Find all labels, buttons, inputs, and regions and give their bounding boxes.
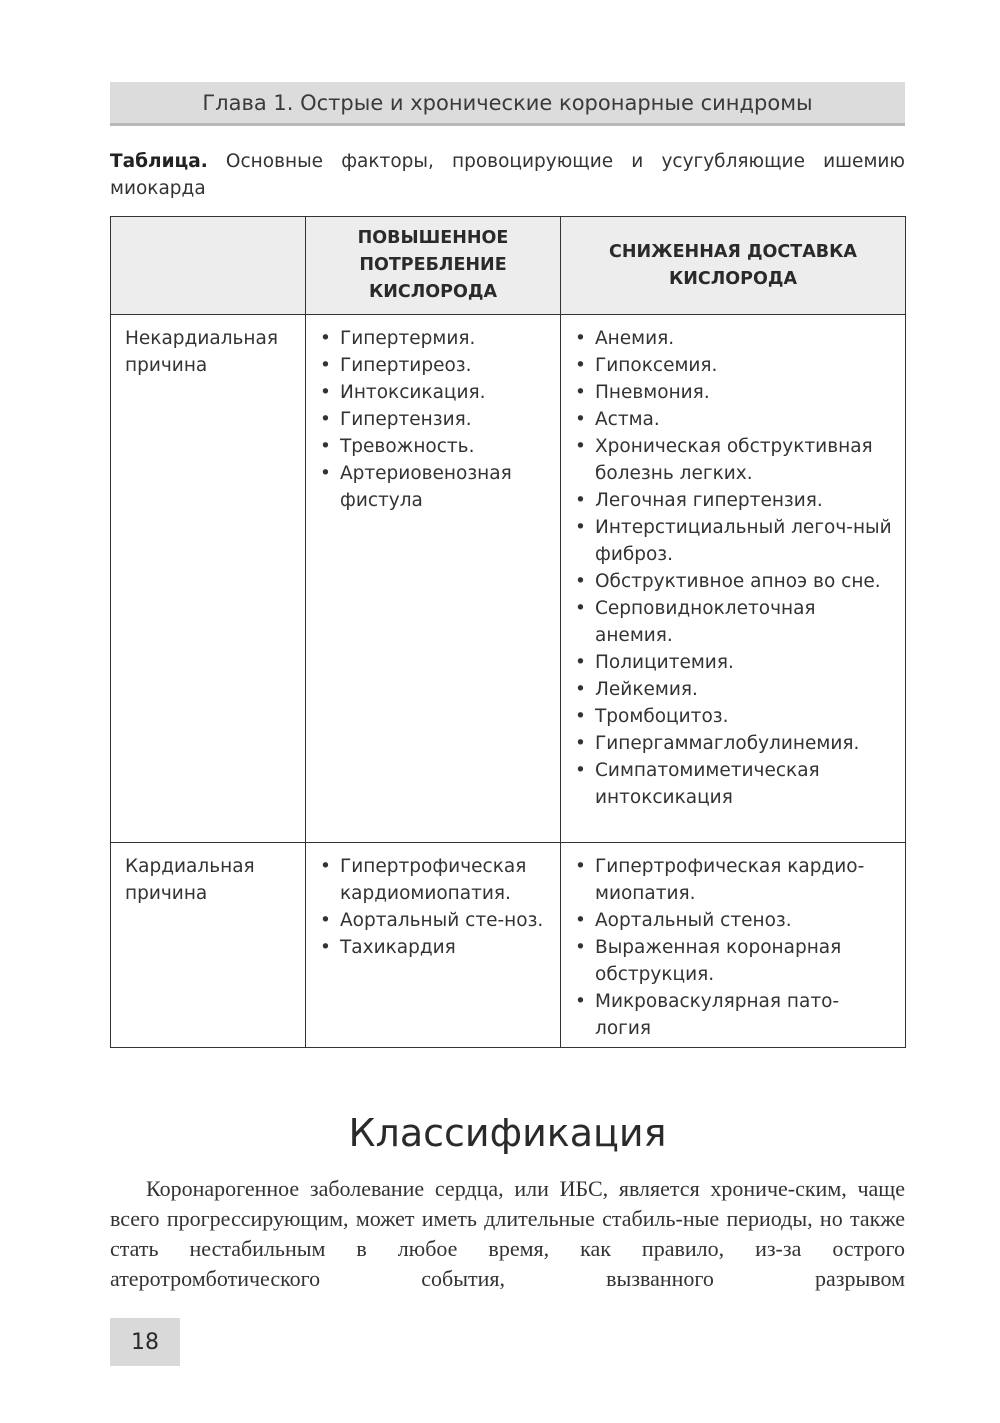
cell-cardiac-increased <box>306 843 561 1048</box>
chapter-header <box>110 82 905 126</box>
list-item: • Аортальный стеноз. <box>571 907 893 934</box>
cell-noncardiac-decreased <box>561 315 906 843</box>
list-item: • Интоксикация. <box>316 379 548 406</box>
list-item: • Полицитемия. <box>571 649 893 676</box>
list-noncardiac-increased <box>316 325 548 514</box>
list-item: • Симпатомиметическая интоксикация <box>571 757 893 811</box>
table-caption-label: Таблица. <box>110 151 208 172</box>
row-label-noncardiac: Некардиальная причина <box>111 315 306 843</box>
table-header-row <box>111 217 906 315</box>
factors-table-container <box>110 216 905 1047</box>
list-item: • Астма. <box>571 406 893 433</box>
column-header-empty <box>111 217 306 315</box>
list-item: • Интерстициальный легоч-ный фиброз. <box>571 514 893 568</box>
list-noncardiac-decreased <box>571 325 893 811</box>
list-item: • Тромбоцитоз. <box>571 703 893 730</box>
list-cardiac-decreased <box>571 853 893 1042</box>
page-number <box>110 1318 180 1366</box>
list-item: • Гипертермия. <box>316 325 548 352</box>
list-item: • Гипергаммаглобулинемия. <box>571 730 893 757</box>
chapter-title: Глава 1. Острые и хронические коронарные синдромы <box>202 90 813 115</box>
list-item: • Гипертензия. <box>316 406 548 433</box>
list-item: • Артериовенозная фистула <box>316 460 548 514</box>
list-item: • Гипертрофическая кардио-миопатия. <box>571 853 893 907</box>
row-label-cardiac: Кардиальная причина <box>111 843 306 1048</box>
table-caption-text: Основные факторы, провоцирующие и усугубляющие ишемию миокарда <box>110 151 905 199</box>
list-item: • Аортальный сте-ноз. <box>316 907 548 934</box>
table-row-cardiac <box>111 843 906 1048</box>
column-header-decreased-delivery: СНИЖЕННАЯ ДОСТАВКА КИСЛОРОДА <box>561 217 906 315</box>
list-item: • Серповидноклеточная анемия. <box>571 595 893 649</box>
factors-table <box>110 216 906 1048</box>
list-item: • Гипертиреоз. <box>316 352 548 379</box>
list-item: • Выраженная коронарная обструкция. <box>571 934 893 988</box>
list-item: • Легочная гипертензия. <box>571 487 893 514</box>
list-cardiac-increased <box>316 853 548 961</box>
list-item: • Пневмония. <box>571 379 893 406</box>
page-number-text: 18 <box>131 1329 159 1355</box>
list-item: • Анемия. <box>571 325 893 352</box>
list-item: • Тахикардия <box>316 934 548 961</box>
column-header-increased-consumption: ПОВЫШЕННОЕ ПОТРЕБЛЕНИЕ КИСЛОРОДА <box>306 217 561 315</box>
list-item: • Гипертрофическая кардиомиопатия. <box>316 853 548 907</box>
table-caption <box>110 148 905 202</box>
cell-noncardiac-increased <box>306 315 561 843</box>
list-item: • Микроваскулярная пато-логия <box>571 988 893 1042</box>
list-item: • Гипоксемия. <box>571 352 893 379</box>
table-row-noncardiac <box>111 315 906 843</box>
list-item: • Лейкемия. <box>571 676 893 703</box>
body-paragraph: Коронарогенное заболевание сердца, или ИБС, является хрониче-ским, чаще всего прогрессирующим, может иметь длительные стабиль-ные периоды, но также стать нестабильным в любое время, как правило, из-за острого атеротромботического события, вызванного разрывом <box>110 1176 905 1291</box>
list-item: • Хроническая обструктивная болезнь легких. <box>571 433 893 487</box>
list-item: • Тревожность. <box>316 433 548 460</box>
section-title: Классификация <box>348 1111 667 1155</box>
list-item: • Обструктивное апноэ во сне. <box>571 568 893 595</box>
cell-cardiac-decreased <box>561 843 906 1048</box>
